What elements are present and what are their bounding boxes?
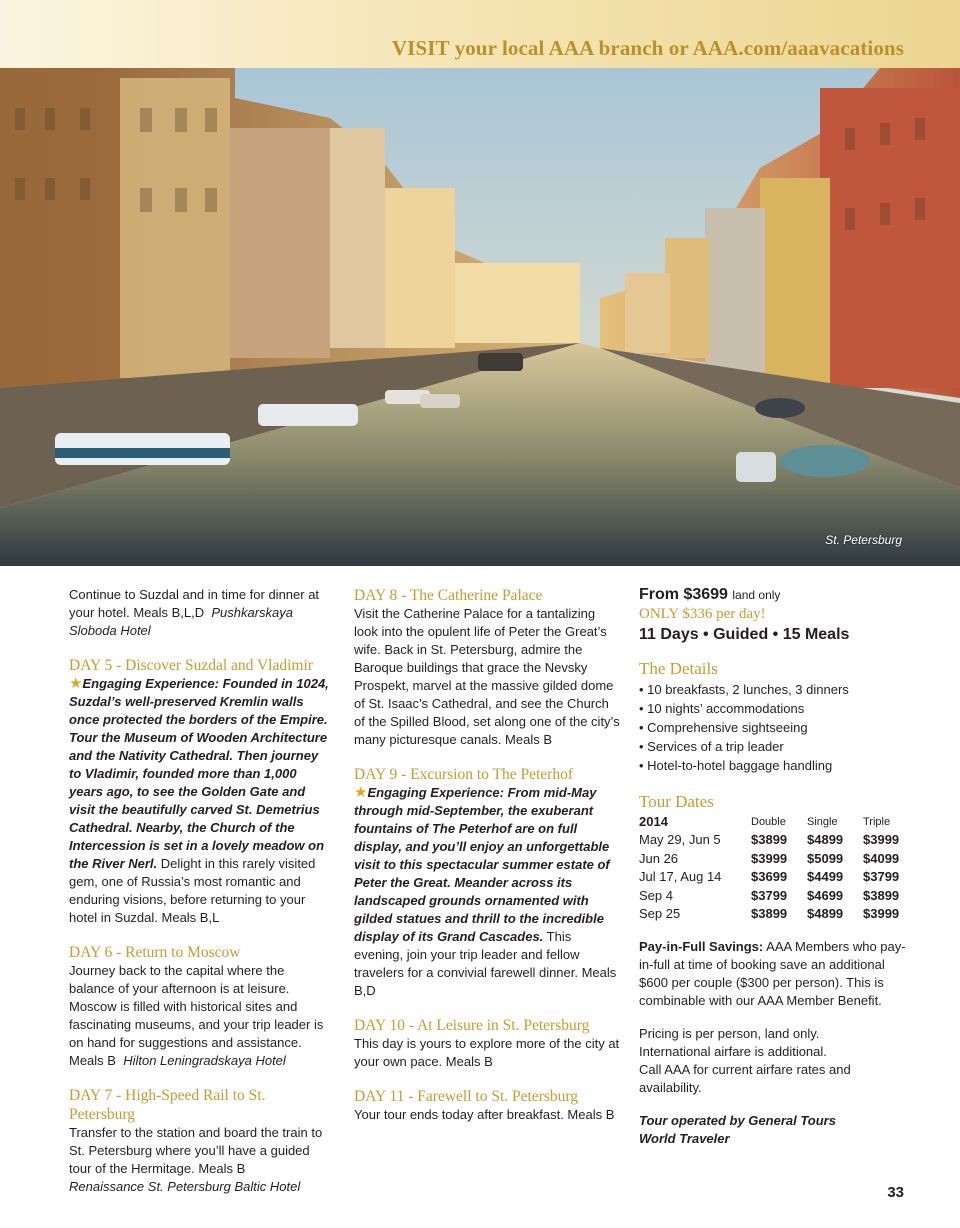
double-price: $3799 <box>751 887 788 903</box>
operator-note <box>639 1112 911 1148</box>
pricing-note: Call AAA for current airfare rates and availability. <box>639 1061 851 1095</box>
pricing-note: International airfare is additional. <box>639 1043 827 1059</box>
header-visit-text[interactable]: VISIT your local AAA branch or AAA.com/aaavacations <box>391 36 904 60</box>
day10-body: This day is yours to explore more of the city at your own pace. Meals B <box>354 1036 620 1069</box>
day10-title: DAY 10 - At Leisure in St. Petersburg <box>354 1017 590 1034</box>
details-item: • 10 nights’ accommodations <box>639 701 805 716</box>
tour-summary: 11 Days • Guided • 15 Meals <box>639 626 850 643</box>
day9-engaging: Engaging Experience: From mid-May through mid-September, the exuberant fountains of The Peterhof are on full display, and you’ll enjoy an unforgettable visit to this spectacular summer estate of Peter the Great. Meander across its landscaped grounds ornamented with gilded statues and thrill to the incredible display of its Grand Cascades. <box>354 785 610 944</box>
hero-photo <box>0 68 960 566</box>
day5-engaging: Engaging Experience: Founded in 1024, Suzdal’s well-preserved Kremlin walls once protected the borders of the Empire. Tour the Museum of Wooden Architecture and the Nativity Cathedral. Then journey to Vladimir, founded more than 1,000 years ago, to see the Golden Gate and visit the beautifully carved St. Demetrius Cathedral. Nearby, the Church of the Intercession is set in a lovely meadow on the River Nerl. <box>69 676 329 871</box>
operator-line: World Traveler <box>639 1130 730 1146</box>
triple-price: $3999 <box>863 832 900 847</box>
page-number: 33 <box>887 1184 904 1201</box>
table-row <box>639 905 904 924</box>
single-price: $4699 <box>807 887 844 903</box>
pricing-notes <box>639 1025 911 1097</box>
triple-price: $3999 <box>863 906 900 921</box>
day7-title: DAY 7 - High-Speed Rail to St. Petersburg <box>69 1087 266 1123</box>
year-header: 2014 <box>639 814 668 829</box>
itinerary-column-2 <box>354 586 620 1124</box>
table-header-row <box>639 813 904 831</box>
day6-paragraph <box>69 962 331 1070</box>
from-note: land only <box>732 588 781 602</box>
day9-title: DAY 9 - Excursion to The Peterhof <box>354 766 573 783</box>
intro-hotel: Pushkarskaya Sloboda Hotel <box>69 605 294 638</box>
day11-body: Your tour ends today after breakfast. Meals B <box>354 1107 615 1122</box>
star-icon: ★ <box>354 784 368 801</box>
single-price: $4499 <box>807 869 844 884</box>
date-cell: May 29, Jun 5 <box>639 832 721 847</box>
pay-in-full-paragraph <box>639 938 911 1010</box>
itinerary-column-1 <box>69 586 331 1196</box>
single-price: $4899 <box>807 906 844 921</box>
day5-body: Delight in this rarely visited gem, one of Russia’s most romantic and enduring visions, before returning to your hotel in Suzdal. Meals B,L <box>69 856 316 925</box>
day5-title: DAY 5 - Discover Suzdal and Vladimir <box>69 657 313 674</box>
triple-price: $3899 <box>863 887 900 903</box>
table-row <box>639 831 904 850</box>
single-header: Single <box>807 816 838 828</box>
pricing-note: Pricing is per person, land only. <box>639 1025 820 1041</box>
pif-label: Pay-in-Full Savings: <box>639 938 764 954</box>
from-price <box>639 586 911 604</box>
details-item: • Hotel-to-hotel baggage handling <box>639 758 833 773</box>
day8-title: DAY 8 - The Catherine Palace <box>354 587 543 604</box>
intro-text: Continue to Suzdal and in time for dinner at your hotel. Meals B,L,D <box>69 587 320 620</box>
date-cell: Sep 25 <box>639 906 681 921</box>
star-icon: ★ <box>69 675 83 692</box>
date-cell: Jun 26 <box>639 850 679 866</box>
triple-price: $4099 <box>863 850 900 866</box>
day5-paragraph <box>69 675 331 927</box>
double-price: $3699 <box>751 869 788 884</box>
triple-price: $3799 <box>863 869 900 884</box>
from-price-value: From $3699 <box>639 586 728 603</box>
details-item: • Comprehensive sightseeing <box>639 720 808 735</box>
header-banner <box>0 0 960 68</box>
day9-paragraph <box>354 784 620 1000</box>
double-price: $3899 <box>751 832 788 847</box>
table-row <box>639 887 904 906</box>
table-row <box>639 850 904 869</box>
tour-dates-table <box>639 813 904 924</box>
details-item: • Services of a trip leader <box>639 739 784 754</box>
details-item: • 10 breakfasts, 2 lunches, 3 dinners <box>639 682 849 697</box>
triple-header: Triple <box>863 816 891 828</box>
double-header: Double <box>751 816 786 828</box>
per-day-price: ONLY $336 per day! <box>639 606 766 622</box>
day9-body: This evening, join your trip leader and fellow travelers for a convivial farewell dinner. Meals B,D <box>354 929 617 998</box>
date-cell: Sep 4 <box>639 887 673 903</box>
table-row <box>639 868 904 887</box>
day6-body: Journey back to the capital where the balance of your afternoon is at leisure. Moscow is filled with historical sites and fascinating museums, and your trip leader is on hand for suggestions and assistance. Meals B <box>69 963 324 1068</box>
details-title: The Details <box>639 659 718 678</box>
day6-hotel: Hilton Leningradskaya Hotel <box>123 1053 286 1068</box>
day6-title: DAY 6 - Return to Moscow <box>69 944 241 961</box>
single-price: $4899 <box>807 832 844 847</box>
canal-illustration <box>0 68 960 566</box>
day8-body: Visit the Catherine Palace for a tantalizing look into the opulent life of Peter the Great’s wife. Back in St. Petersburg, admire the Baroque buildings that grace the Nevsky Prospekt, marvel at the massive gilded dome of St. Isaac’s Cathedral, and see the Church of the Spilled Blood, set along one of the city’s many picturesque canals. Meals B <box>354 606 620 747</box>
tour-dates-title: Tour Dates <box>639 792 714 811</box>
details-list <box>639 680 911 775</box>
day11-title: DAY 11 - Farewell to St. Petersburg <box>354 1088 579 1105</box>
date-cell: Jul 17, Aug 14 <box>639 869 722 884</box>
double-price: $3999 <box>751 850 788 866</box>
pricing-column <box>639 586 911 1148</box>
day7-body: Transfer to the station and board the train to St. Petersburg where you’ll have a guided tour of the Hermitage. Meals B <box>69 1125 323 1176</box>
double-price: $3899 <box>751 906 788 921</box>
photo-caption: St. Petersburg <box>825 533 902 547</box>
single-price: $5099 <box>807 850 844 866</box>
pif-text: AAA Members who pay-in-full at time of booking save an additional $600 per couple ($300 per person). This is combinable with our AAA Member Benefit. <box>639 938 906 1008</box>
day7-hotel: Renaissance St. Petersburg Baltic Hotel <box>69 1179 301 1194</box>
intro-paragraph <box>69 586 331 640</box>
operator-line: Tour operated by General Tours <box>639 1112 836 1128</box>
